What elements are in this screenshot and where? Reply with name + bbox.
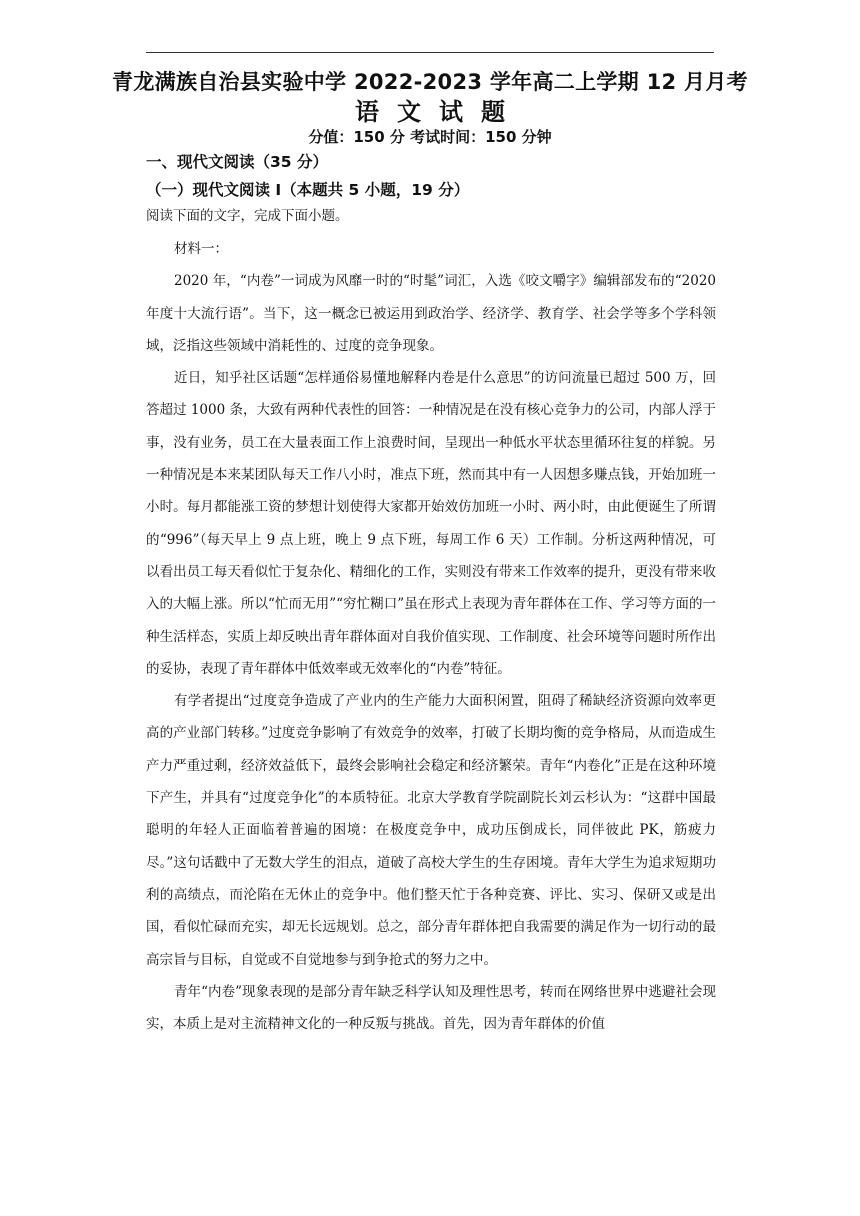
section-heading: 一、现代文阅读（35 分）: [146, 153, 328, 171]
passage-paragraph: 2020 年，“内卷”一词成为风靡一时的“时髦”词汇，入选《咬文嚼字》编辑部发布的“2020 年度十大流行语”。当下，这一概念已被运用到政治学、经济学、教育学、社会学等多个学科领域，泛指这些领域中消耗性的、过度的竞争现象。: [146, 273, 716, 354]
passage-paragraph: 近日，知乎社区话题“怎样通俗易懂地解释内卷是什么意思”的访问流量已超过 500 万，回答超过 1000 条，大致有两种代表性的回答：一种情况是在没有核心竞争力的公司，内部人浮于事，没有业务，员工在大量表面工作上浪费时间，呈现出一种低水平状态里循环往复的样貌。另一种情况是本来某团队每天工作八小时，准点下班，然而其中有一人因想多赚点钱，开始加班一小时。每月都能涨工资的梦想计划使得大家都开始效仿加班一小时、两小时，由此便诞生了所谓的“996”（每天早上 9 点上班，晚上 9 点下班，每周工作 6 天）工作制。分析这两种情况，可以看出员工每天看似忙于复杂化、精细化的工作，实则没有带来工作效率的提升，更没有带来收入的大幅上涨。所以“忙而无用”“穷忙糊口”虽在形式上表现为青年群体在工作、学习等方面的一种生活样态，实质上却反映出青年群体面对自我价值实现、工作制度、社会环境等问题时所作出的妥协，表现了青年群体中低效率或无效率化的“内卷”特征。: [146, 370, 716, 677]
section-subheading: （一）现代文阅读 I（本题共 5 小题，19 分）: [146, 181, 470, 199]
header-rule: [146, 52, 714, 53]
exam-subject-title: 语文试题: [355, 98, 523, 126]
passage-paragraph: 有学者提出“过度竞争造成了产业内的生产能力大面积闲置，阻碍了稀缺经济资源向效率更高的产业部门转移。”过度竞争影响了有效竞争的效率，打破了长期均衡的竞争格局，从而造成生产力严重过剩，经济效益低下，最终会影响社会稳定和经济繁荣。青年“内卷化”正是在这种环境下产生，并具有“过度竞争化”的本质特征。北京大学教育学院副院长刘云杉认为：“这群中国最聪明的年轻人正面临着普遍的困境：在极度竞争中，成功压倒成长，同伴彼此 PK，筋疲力尽。”这句话戳中了无数大学生的泪点，道破了高校大学生的生存困境。青年大学生为追求短期功利的高绩点，而沦陷在无休止的竞争中。他们整天忙于各种竞赛、评比、实习、保研又或是出国，看似忙碌而充实，却无长远规划。总之，部分青年群体把自我需要的满足作为一切行动的最高宗旨与目标，自觉或不自觉地参与到争抢式的努力之中。: [146, 693, 716, 968]
score-time-line: 分值：150 分 考试时间：150 分钟: [308, 128, 552, 146]
reading-instruction: 阅读下面的文字，完成下面小题。: [146, 208, 349, 224]
passage-paragraph: 青年“内卷”现象表现的是部分青年缺乏科学认知及理性思考，转而在网络世界中逃避社会现实，本质上是对主流精神文化的一种反叛与挑战。首先，因为青年群体的价值: [146, 983, 716, 1033]
passage-body: [146, 233, 716, 1040]
material-label: 材料一：: [174, 241, 228, 257]
exam-title: 青龙满族自治县实验中学 2022-2023 学年高二上学期 12 月月考: [112, 70, 748, 94]
